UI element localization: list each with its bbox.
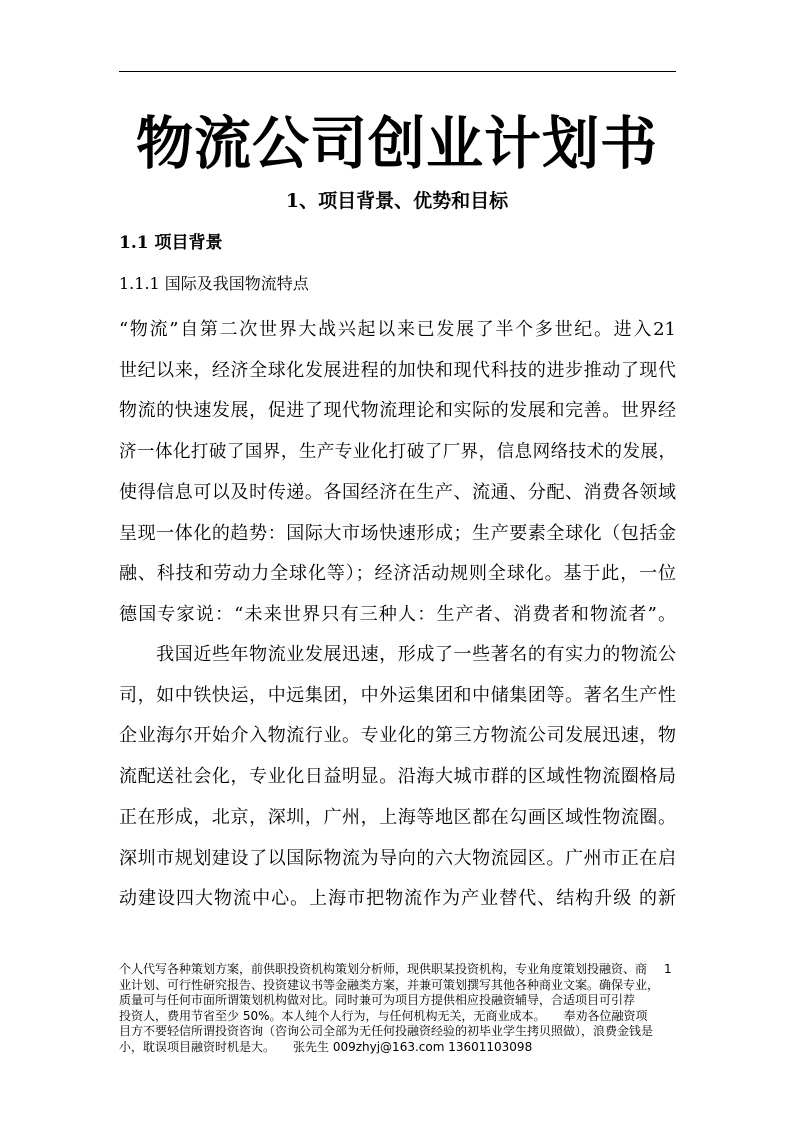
paragraph-line: 物流的快速发展，促进了现代物流理论和实际的发展和完善。世界经 <box>119 400 676 422</box>
paragraph-line: 我国近些年物流业发展迅速，形成了一些著名的有实力的物流公 <box>119 644 676 665</box>
footer-line: 业计划、可行性研究报告、投资建议书等金融类方案，并兼可策划撰写其他各种商业文案。确保专业， <box>119 977 660 992</box>
document-title: 物流公司创业计划书 <box>136 111 658 177</box>
paragraph-line: 融、科技和劳动力全球化等）；经济活动规则全球化。基于此，一位 <box>119 563 676 585</box>
paragraph-line: 世纪以来，经济全球化发展进程的加快和现代科技的进步推动了现代 <box>119 359 676 381</box>
paragraph-1 <box>119 310 676 636</box>
paragraph-line: 企业海尔开始介入物流行业。专业化的第三方物流公司发展迅速，物 <box>119 725 676 747</box>
section-heading: 1、项目背景、优势和目标 <box>285 190 509 212</box>
footer-line: 投资人，费用节省至少 50%。本人纯个人行为，与任何机构无关，无商业成本。 奉劝各位融资项 <box>119 1008 648 1023</box>
footer-note <box>119 962 659 1055</box>
paragraph-line: 济一体化打破了国界，生产专业化打破了厂界，信息网络技术的发展， <box>119 442 676 463</box>
paragraph-line: 动建设四大物流中心。上海市把物流作为产业替代、结构升级 的新 <box>119 888 676 910</box>
footer-line: 质量可与任何市面所谓策划机构做对比。同时兼可为项目方提供相应投融资辅导，合适项目可引荐 <box>119 993 636 1007</box>
paragraph-line: 正在形成，北京，深圳，广州，上海等地区都在勾画区域性物流圈。 <box>119 806 676 828</box>
subheading-logistics-features: 1.1.1 国际及我国物流特点 <box>119 274 309 293</box>
paragraph-line: 呈现一体化的趋势：国际大市场快速形成；生产要素全球化（包括金 <box>119 522 676 544</box>
paragraph-2 <box>119 635 676 920</box>
footer-line: 小，耽误项目融资时机是大。 张先生 009zhyj@163.com 13601103098 <box>119 1039 533 1054</box>
paragraph-line: 德国专家说：“未来世界只有三种人：生产者、消费者和物流者”。 <box>119 603 676 625</box>
page-number: 1 <box>664 962 672 976</box>
footer-line: 个人代写各种策划方案，前供职投资机构策划分析师，现供职某投资机构，专业角度策划投融资、商 <box>119 962 648 976</box>
paragraph-line: 司，如中铁快运，中远集团，中外运集团和中储集团等。著名生产性 <box>119 684 676 706</box>
footer-line: 目方不要轻信所谓投资咨询（咨询公司全部为无任何投融资经验的初毕业学生拷贝照做），浪费金钱是 <box>119 1024 654 1038</box>
paragraph-line: 使得信息可以及时传递。各国经济在生产、流通、分配、消费各领域 <box>119 481 676 503</box>
paragraph-line: “物流”自第二次世界大战兴起以来已发展了半个多世纪。进入21 <box>119 319 676 340</box>
paragraph-line: 深圳市规划建设了以国际物流为导向的六大物流园区。广州市正在启 <box>119 847 676 869</box>
subheading-project-background: 1.1 项目背景 <box>119 233 223 253</box>
header-rule <box>119 71 676 72</box>
paragraph-line: 流配送社会化，专业化日益明显。沿海大城市群的区域性物流圈格局 <box>119 766 676 788</box>
